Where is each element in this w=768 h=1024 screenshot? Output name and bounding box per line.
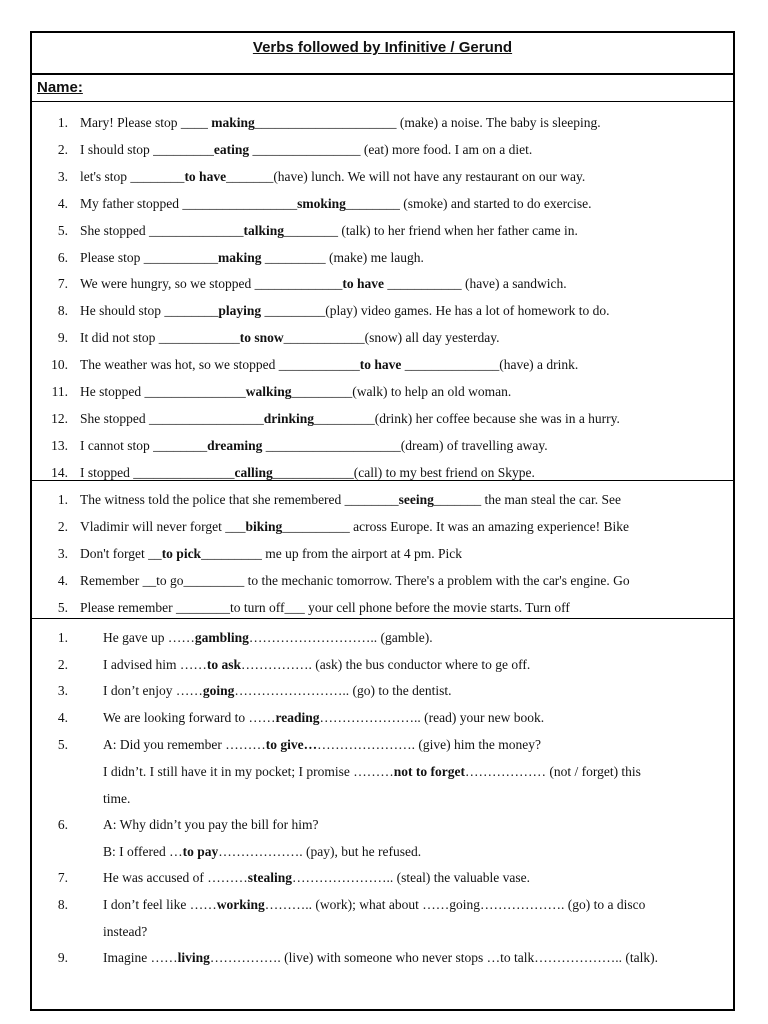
item-sentence (103, 896, 645, 914)
item-sentence (80, 168, 585, 186)
name-divider (32, 101, 733, 102)
answer-text: making (211, 115, 255, 130)
name-label: Name: (37, 79, 83, 96)
sentence-end: ………………. (pay), but he refused. (218, 844, 422, 859)
answer-text: to have (342, 276, 384, 292)
item-number: 4. (57, 710, 68, 725)
answer-text: to pay (182, 844, 219, 859)
sentence-start: He stopped _______________ (80, 384, 246, 399)
sentence-start: My father stopped _________________ (80, 195, 298, 211)
item-sentence (103, 790, 130, 808)
sentence-end: ………………….. (read) your new book. (319, 710, 545, 725)
item-number: 3. (57, 168, 68, 184)
item-sentence (80, 222, 578, 240)
sentence-end: ……………………….. (gamble). (248, 630, 433, 645)
sentence-start: Please stop ___________ (80, 249, 218, 265)
answer-text: stealing (247, 870, 292, 885)
answer-text: not to forget (393, 764, 465, 779)
answer-text: living (177, 950, 210, 965)
item-sentence (103, 869, 530, 887)
sentence-start: Please remember ________to turn off___ your cell phone before the movie starts. Turn off (80, 599, 570, 615)
section-divider-2 (32, 618, 733, 619)
item-number: 12. (51, 410, 68, 426)
item-number: 2. (57, 141, 68, 157)
item-sentence (80, 114, 601, 132)
answer-text: to have (359, 357, 402, 373)
item-number: 9. (57, 330, 68, 346)
sentence-start: We are looking forward to …… (103, 710, 276, 725)
sentence-start: The witness told the police that she remembered ________ (80, 492, 399, 507)
sentence-start: B: I offered … (103, 844, 183, 859)
sentence-start: He was accused of ……… (103, 870, 248, 885)
sentence-end: ____________(snow) all day yesterday. (283, 330, 500, 346)
sentence-end: ______________(have) a drink. (401, 357, 579, 373)
answer-text: making (218, 249, 262, 265)
item-sentence (80, 518, 629, 536)
item-sentence (103, 843, 421, 861)
item-number: 2. (57, 518, 68, 534)
answer-text: going (202, 683, 235, 698)
item-sentence (80, 491, 621, 509)
answer-text: reading (275, 710, 320, 725)
sentence-end: _________ me up from the airport at 4 pm. Pick (201, 545, 463, 561)
item-number: 8. (57, 897, 68, 912)
sentence-start: let's stop ________ (80, 168, 185, 184)
answer-text: talking (243, 222, 285, 238)
answer-text: to pick (161, 545, 202, 561)
answer-text: smoking (297, 195, 346, 211)
answer-text: working (216, 897, 265, 912)
item-sentence (103, 682, 452, 700)
sentence-end: _______(have) lunch. We will not have any restaurant on our way. (226, 168, 586, 184)
sentence-start: Mary! Please stop ____ (80, 115, 212, 130)
item-sentence (103, 656, 530, 674)
sentence-end: ……….. (work); what about ……going………………. (go) to a disco (264, 897, 646, 912)
item-number: 14. (51, 464, 68, 480)
worksheet (30, 31, 735, 1011)
item-sentence (80, 141, 532, 159)
item-number: 4. (57, 572, 68, 588)
item-sentence (103, 763, 641, 781)
sentence-end: ……………. (ask) the bus conductor where to ge off. (241, 657, 531, 672)
sentence-end: __________ across Europe. It was an amazing experience! Bike (282, 518, 630, 534)
sentence-end: _____________________ (make) a noise. The baby is sleeping. (254, 115, 601, 130)
item-number: 4. (57, 195, 68, 211)
sentence-start: I stopped _______________ (80, 464, 235, 480)
item-sentence (80, 383, 511, 401)
sentence-start: instead? (103, 924, 148, 939)
sentence-end: ____________________(dream) of travelling away. (262, 437, 548, 453)
item-sentence (80, 410, 620, 428)
sentence-start: Don't forget __ (80, 545, 162, 561)
sentence-end: _________ (make) me laugh. (261, 249, 424, 265)
answer-text: to have (184, 168, 227, 184)
item-sentence (80, 329, 500, 347)
sentence-end: _________(drink) her coffee because she was in a hurry. (314, 410, 620, 426)
item-sentence (80, 302, 609, 320)
answer-text: drinking (263, 410, 315, 426)
item-sentence (80, 195, 591, 213)
item-sentence (80, 275, 567, 293)
sentence-start: Remember __to go_________ to the mechanic tomorrow. There's a problem with the car's engine. Go (80, 572, 630, 588)
sentence-start: We were hungry, so we stopped _____________ (80, 276, 343, 292)
answer-text: eating (213, 141, 250, 157)
answer-text: to give… (265, 737, 318, 752)
sentence-end: ___________ (have) a sandwich. (384, 276, 567, 292)
item-sentence (103, 923, 147, 941)
item-number: 7. (57, 870, 68, 885)
item-number: 9. (57, 950, 68, 965)
sentence-end: ________ (smoke) and started to do exercise. (345, 195, 592, 211)
title-text: Verbs followed by Infinitive / Gerund (252, 39, 513, 56)
item-number: 1. (57, 492, 68, 507)
answer-text: seeing (398, 492, 434, 507)
item-number: 7. (57, 276, 68, 292)
item-number: 5. (57, 737, 68, 752)
item-sentence (80, 572, 630, 590)
item-number: 6. (57, 817, 68, 832)
item-number: 1. (57, 630, 68, 645)
sentence-end: ____________(call) to my best friend on Skype. (272, 464, 535, 480)
sentence-end: ________ (talk) to her friend when her father came in. (284, 222, 578, 238)
sentence-end: _______ the man steal the car. See (433, 492, 621, 507)
sentence-start: A: Why didn’t you pay the bill for him? (103, 817, 319, 832)
sentence-start: I don’t feel like …… (103, 897, 217, 912)
sentence-start: It did not stop ____________ (80, 330, 240, 346)
answer-text: to snow (239, 330, 284, 346)
section-divider-1 (32, 480, 733, 481)
item-sentence (103, 629, 433, 647)
item-number: 5. (57, 599, 68, 615)
sentence-start: I advised him …… (103, 657, 207, 672)
sentence-start: The weather was hot, so we stopped ____________ (80, 357, 360, 373)
sentence-start: He should stop ________ (80, 303, 219, 319)
sentence-end: …………………. (give) him the money? (317, 737, 541, 752)
item-number: 11. (51, 384, 68, 399)
sentence-start: time. (103, 791, 131, 806)
item-number: 8. (57, 303, 68, 319)
sentence-end: ……………. (live) with someone who never stops …to talk……………….. (talk). (209, 950, 658, 965)
item-sentence (80, 249, 424, 267)
item-sentence (80, 599, 570, 617)
sentence-start: A: Did you remember ……… (103, 737, 266, 752)
worksheet-title (32, 39, 733, 56)
item-number: 1. (57, 115, 68, 130)
sentence-start: She stopped _________________ (80, 410, 264, 426)
sentence-start: I should stop _________ (80, 141, 214, 157)
answer-text: calling (234, 464, 273, 480)
item-sentence (103, 816, 318, 834)
item-sentence (103, 709, 544, 727)
item-sentence (80, 464, 535, 482)
sentence-start: I cannot stop ________ (80, 437, 208, 453)
sentence-end: …………………….. (go) to the dentist. (234, 683, 452, 698)
sentence-start: Imagine …… (103, 950, 178, 965)
sentence-start: She stopped ______________ (80, 222, 244, 238)
answer-text: dreaming (207, 437, 263, 453)
sentence-end: ________________ (eat) more food. I am on a diet. (249, 141, 533, 157)
item-sentence (80, 545, 462, 563)
sentence-end: ……………… (not / forget) this (464, 764, 641, 779)
item-sentence (80, 437, 548, 455)
answer-text: to ask (206, 657, 242, 672)
item-sentence (80, 356, 578, 374)
item-number: 10. (51, 357, 68, 373)
answer-text: walking (245, 384, 292, 399)
sentence-start: I didn’t. I still have it in my pocket; I promise ……… (103, 764, 394, 779)
sentence-end: _________(walk) to help an old woman. (291, 384, 512, 399)
item-number: 3. (57, 545, 68, 561)
title-divider (32, 73, 733, 75)
sentence-end: _________(play) video games. He has a lot of homework to do. (261, 303, 610, 319)
sentence-start: He gave up …… (103, 630, 195, 645)
answer-text: playing (218, 303, 262, 319)
sentence-end: ………………….. (steal) the valuable vase. (291, 870, 531, 885)
item-number: 13. (51, 437, 68, 453)
item-number: 6. (57, 249, 68, 265)
item-number: 5. (57, 222, 68, 238)
item-number: 2. (57, 657, 68, 672)
answer-text: gambling (194, 630, 249, 645)
item-number: 3. (57, 683, 68, 698)
sentence-start: Vladimir will never forget ___ (80, 518, 246, 534)
sentence-start: I don’t enjoy …… (103, 683, 203, 698)
item-sentence (103, 736, 541, 754)
answer-text: biking (245, 518, 283, 534)
item-sentence (103, 949, 658, 967)
